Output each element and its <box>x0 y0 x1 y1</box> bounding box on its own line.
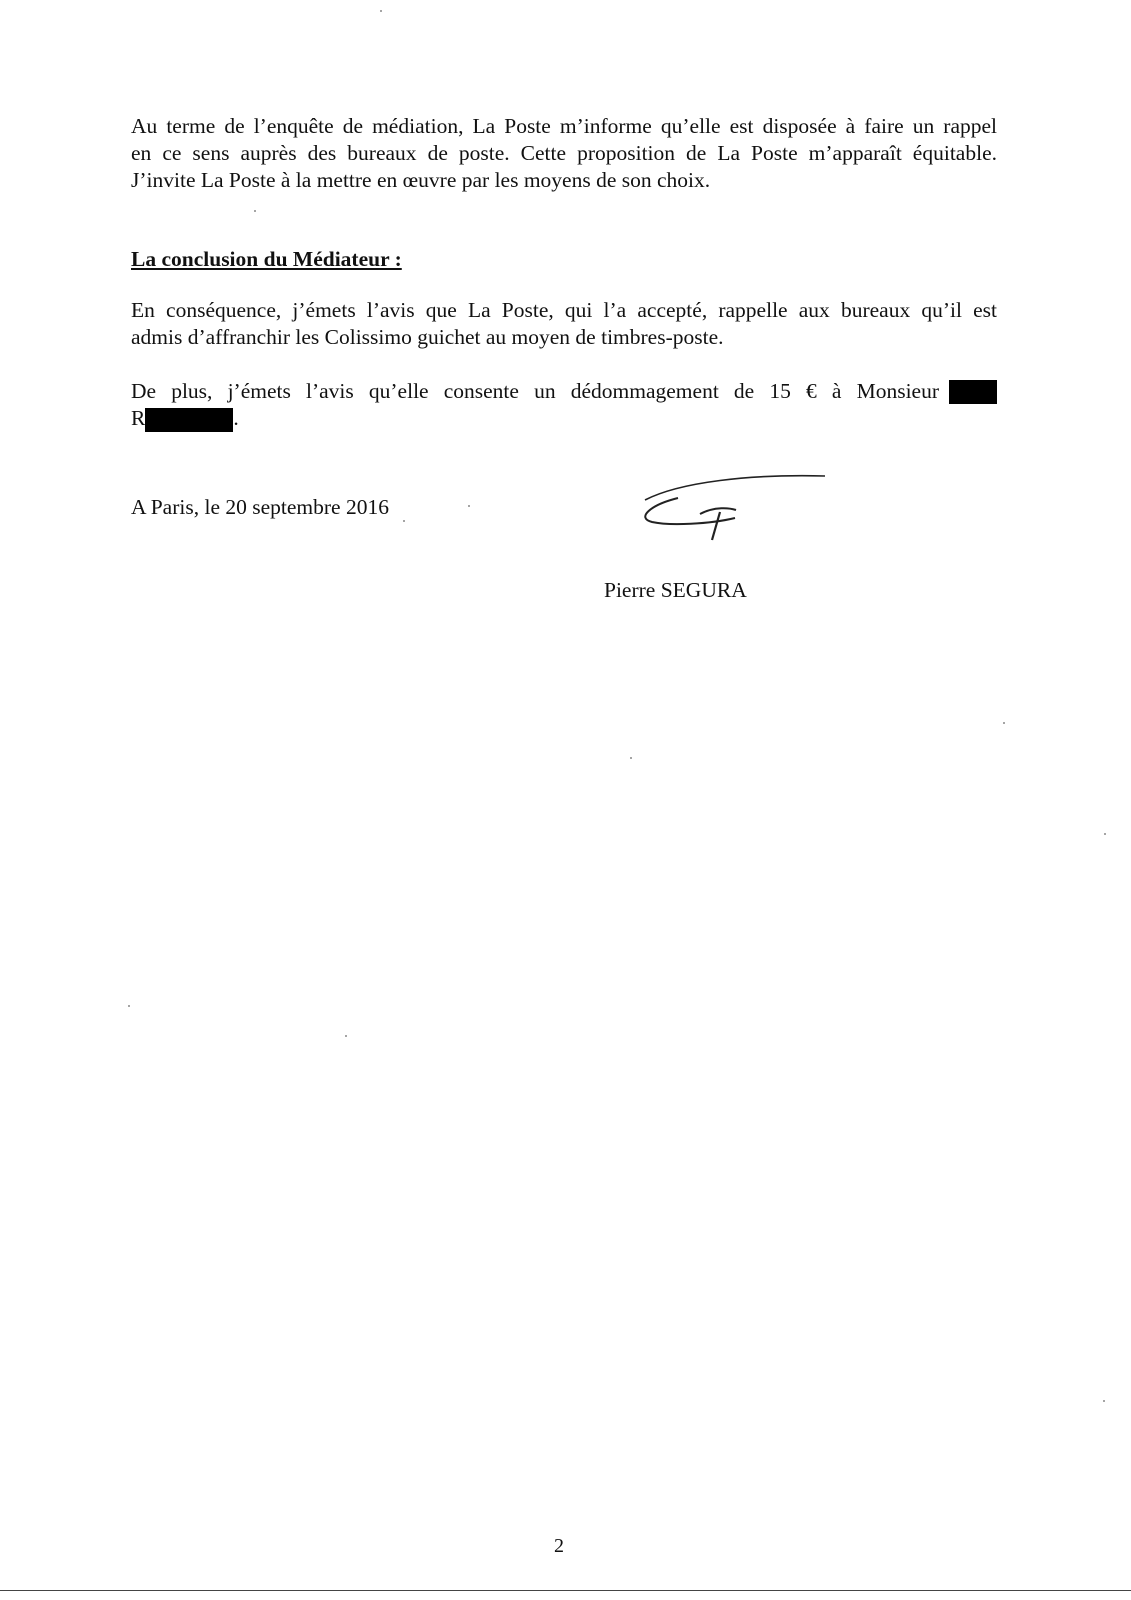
name-initial: R <box>131 406 146 430</box>
section-heading: La conclusion du Médiateur : <box>131 247 402 271</box>
scan-speck <box>380 10 382 12</box>
paragraph-line: Au terme de l’enquête de médiation, La Poste m’informe qu’elle est disposée à faire un rappel <box>131 114 997 138</box>
sentence-end: . <box>233 406 239 430</box>
scan-speck <box>254 210 256 212</box>
paragraph-mediation-result <box>131 113 997 194</box>
compensation-text: De plus, j’émets l’avis qu’elle consente un dédommagement de 15 € à Monsieur <box>131 379 939 403</box>
paragraph-line: admis d’affranchir les Colissimo guichet au moyen de timbres-poste. <box>131 325 724 349</box>
paragraph-line: J’invite La Poste à la mettre en œuvre par les moyens de son choix. <box>131 168 711 192</box>
paragraph-line: en ce sens auprès des bureaux de poste. Cette proposition de La Poste m’apparaît équitable. <box>131 141 997 165</box>
scan-speck <box>128 1005 130 1007</box>
scan-speck <box>630 757 632 759</box>
paragraph-line <box>131 378 997 405</box>
page-edge-line <box>0 1590 1131 1591</box>
scan-speck <box>1003 722 1005 724</box>
redacted-block <box>949 380 997 404</box>
handwritten-signature <box>640 470 830 550</box>
scan-speck <box>403 520 405 522</box>
signatory-name: Pierre SEGURA <box>604 578 747 602</box>
scan-speck <box>1103 1400 1105 1402</box>
scan-speck <box>468 505 470 507</box>
scan-speck <box>1104 833 1106 835</box>
paragraph-line <box>131 405 997 432</box>
paragraph-conclusion <box>131 297 997 351</box>
date-line: A Paris, le 20 septembre 2016 <box>131 495 389 519</box>
scan-speck <box>345 1035 347 1037</box>
page-number: 2 <box>554 1535 564 1557</box>
paragraph-line: En conséquence, j’émets l’avis que La Poste, qui l’a accepté, rappelle aux bureaux qu’il est <box>131 298 997 322</box>
paragraph-compensation <box>131 378 997 432</box>
redacted-block <box>145 408 233 432</box>
